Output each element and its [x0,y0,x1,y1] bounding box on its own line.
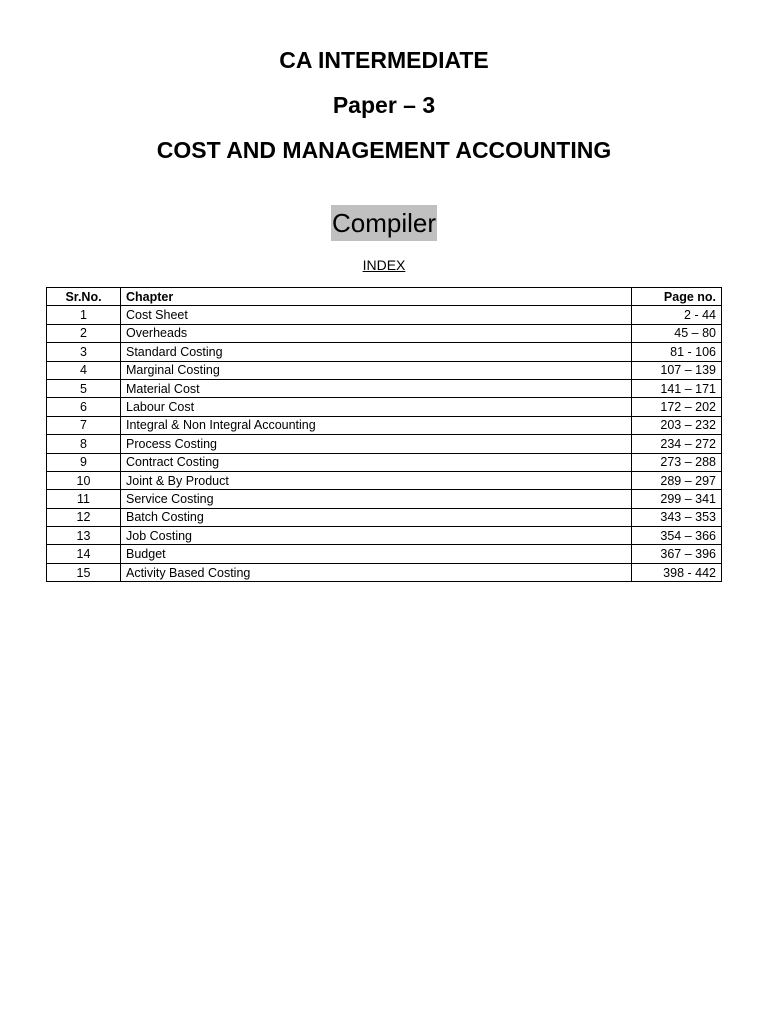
chapter-cell: Activity Based Costing [121,563,632,581]
chapter-cell: Joint & By Product [121,471,632,489]
table-row [47,435,722,453]
sr-no-cell: 8 [47,435,121,453]
sr-no-cell: 7 [47,416,121,434]
chapter-cell: Integral & Non Integral Accounting [121,416,632,434]
table-row [47,545,722,563]
table-row [47,324,722,342]
table-row [47,306,722,324]
index-table-header [47,288,722,306]
table-row [47,343,722,361]
page-range-cell: 107 – 139 [632,361,722,379]
course-title: CA INTERMEDIATE [279,47,489,73]
chapter-cell: Budget [121,545,632,563]
page-range-cell: 234 – 272 [632,435,722,453]
table-row [47,563,722,581]
sr-no-cell: 10 [47,471,121,489]
sr-no-cell: 6 [47,398,121,416]
page-range-cell: 343 – 353 [632,508,722,526]
page-range-cell: 367 – 396 [632,545,722,563]
chapter-cell: Job Costing [121,527,632,545]
chapter-cell: Marginal Costing [121,361,632,379]
page-range-cell: 2 - 44 [632,306,722,324]
chapter-cell: Service Costing [121,490,632,508]
chapter-cell: Overheads [121,324,632,342]
page-no-header: Page no. [632,288,722,306]
page-range-cell: 354 – 366 [632,527,722,545]
table-row [47,471,722,489]
sr-no-cell: 11 [47,490,121,508]
table-row [47,490,722,508]
chapter-header: Chapter [121,288,632,306]
table-row [47,398,722,416]
page-range-cell: 45 – 80 [632,324,722,342]
table-row [47,379,722,397]
chapter-cell: Standard Costing [121,343,632,361]
chapter-cell: Batch Costing [121,508,632,526]
chapter-cell: Cost Sheet [121,306,632,324]
page-range-cell: 273 – 288 [632,453,722,471]
sr-no-cell: 5 [47,379,121,397]
page-range-cell: 203 – 232 [632,416,722,434]
index-table-body [47,306,722,582]
page-range-cell: 289 – 297 [632,471,722,489]
page-range-cell: 299 – 341 [632,490,722,508]
sr-no-cell: 13 [47,527,121,545]
sr-no-cell: 3 [47,343,121,361]
sr-no-header: Sr.No. [47,288,121,306]
sr-no-cell: 15 [47,563,121,581]
page-range-cell: 398 - 442 [632,563,722,581]
table-row [47,361,722,379]
sr-no-cell: 9 [47,453,121,471]
chapter-cell: Contract Costing [121,453,632,471]
page-range-cell: 172 – 202 [632,398,722,416]
table-row [47,416,722,434]
table-row [47,508,722,526]
table-row [47,453,722,471]
page-range-cell: 81 - 106 [632,343,722,361]
paper-number: Paper – 3 [332,92,436,118]
header-row [47,288,722,306]
sr-no-cell: 14 [47,545,121,563]
chapter-cell: Process Costing [121,435,632,453]
chapter-cell: Material Cost [121,379,632,397]
subject-title: COST AND MANAGEMENT ACCOUNTING [156,137,612,163]
sr-no-cell: 1 [47,306,121,324]
page-range-cell: 141 – 171 [632,379,722,397]
sr-no-cell: 2 [47,324,121,342]
compiler-label: Compiler [331,205,437,241]
index-title: INDEX [362,257,406,273]
compiler-heading [0,205,768,241]
sr-no-cell: 4 [47,361,121,379]
chapter-cell: Labour Cost [121,398,632,416]
table-row [47,527,722,545]
sr-no-cell: 12 [47,508,121,526]
index-table [46,287,722,582]
